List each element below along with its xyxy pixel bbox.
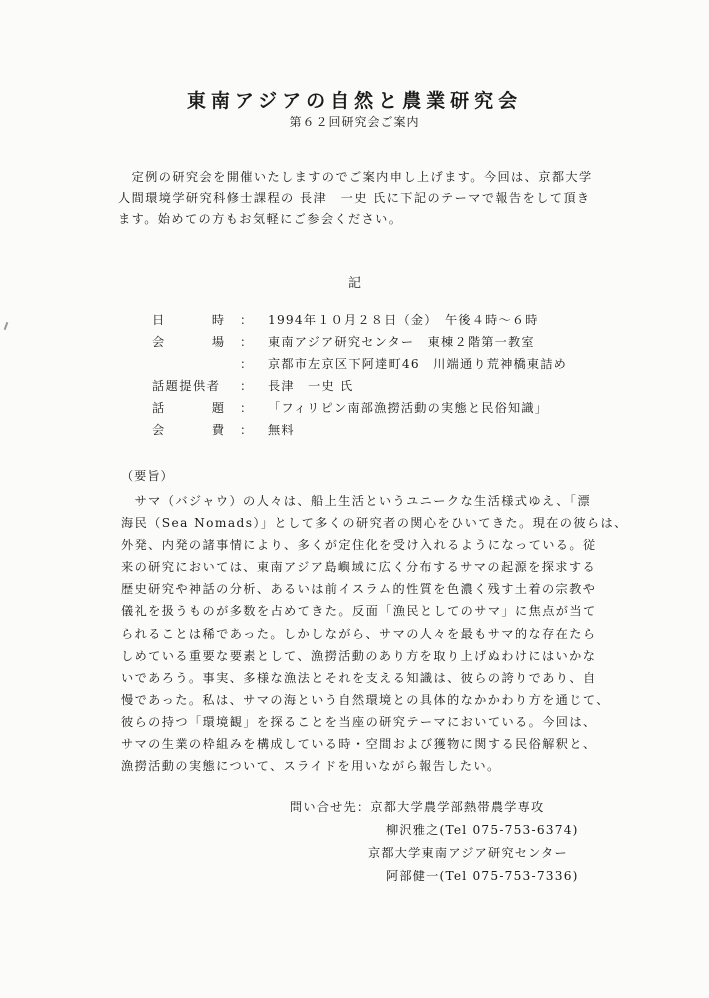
abstract-line: 慢であった。私は、サマの海という自然環境との具体的なかかわり方を通じて、 <box>121 692 610 707</box>
detail-label: 話 題 <box>152 401 224 415</box>
detail-value-speaker: 長津 一史 氏 <box>268 379 354 393</box>
abstract-line: 彼らの持つ「環境観」を探ることを当座の研究テーマにおいている。今回は、 <box>121 714 597 729</box>
abstract-line: しめている重要な要素として、漁撈活動のあり方を取り上げぬわけにはいかな <box>121 648 597 663</box>
intro-line: 人間環境学研究科修士課程の 長津 一史 氏に下記のテーマで報告をして頂き <box>118 191 591 205</box>
abstract-line: 外発、内発の諸事情により、多くが定住化を受け入れるようになっている。従 <box>121 538 597 553</box>
contact-person-2: 阿部健一(Tel 075-753-7336) <box>386 869 579 883</box>
abstract-line: 来の研究においては、東南アジア島嶼域に広く分布するサマの起源を探求する <box>121 560 597 575</box>
detail-colon: ： <box>240 313 253 327</box>
abstract-paragraph <box>121 490 628 777</box>
ki-heading: 記 <box>347 276 361 291</box>
document-subtitle: 第６２回研究会ご案内 <box>289 115 420 129</box>
abstract-line: 歴史研究や神話の分析、あるいは前イスラム的性質を色濃く残す土着の宗教や <box>121 582 597 597</box>
detail-value-topic: 「フィリピン南部漁撈活動の実態と民俗知識」 <box>268 401 549 415</box>
abstract-line: サマの生業の枠組みを構成している時・空間および獲物に関する民俗解釈と、 <box>121 737 597 752</box>
intro-line: ます。始めての方もお気軽にご参会ください。 <box>118 212 403 226</box>
detail-value-date: 1994年１０月２８日（金） 午後４時～６時 <box>268 313 539 327</box>
detail-colon: ： <box>240 379 253 393</box>
detail-colon: ： <box>240 357 253 371</box>
abstract-line: 漁撈活動の実態について、スライドを用いながら報告したい。 <box>121 759 501 774</box>
contact-person-1: 柳沢雅之(Tel 075-753-6374) <box>386 823 579 837</box>
detail-colon: ： <box>240 423 253 437</box>
detail-colon: ： <box>240 335 253 349</box>
abstract-heading: （要旨） <box>121 469 174 483</box>
intro-line: 定例の研究会を開催いたしますのでご案内申し上げます。今回は、京都大学 <box>118 170 593 184</box>
abstract-line: 儀礼を扱うものが多数を占めてきた。反面「漁民としてのサマ」に焦点が当て <box>121 604 597 619</box>
abstract-line: 海民（Sea Nomads）」として多くの研究者の関心をひいてきた。現在の彼らは、 <box>121 516 628 531</box>
contact-org-2: 京都大学東南アジア研究センター <box>368 846 568 860</box>
detail-label: 会 場 <box>152 335 224 349</box>
contact-row <box>290 796 579 819</box>
detail-value-venue: 東南アジア研究センター 東棟２階第一教室 <box>268 335 535 349</box>
abstract-line: サマ（バジャウ）の人々は、船上生活というユニークな生活様式ゆえ、「漂 <box>121 494 591 508</box>
abstract-line: られることは稀であった。しかしながら、サマの人々を最もサマ的な存在たら <box>121 626 597 641</box>
scan-mark <box>4 322 9 330</box>
intro-paragraph <box>118 167 618 230</box>
document-title: 東南アジアの自然と農業研究会 <box>186 90 523 112</box>
detail-label: 話題提供者 <box>152 379 221 393</box>
contact-row <box>290 842 579 865</box>
contact-block <box>290 796 579 888</box>
contact-row <box>290 865 579 888</box>
contact-label: 問い合せ先： <box>290 800 371 814</box>
contact-row <box>290 819 579 842</box>
detail-label: 日 時 <box>152 313 224 327</box>
detail-value-address: 京都市左京区下阿達町46 川端通り荒神橋東詰め <box>268 357 568 371</box>
abstract-line: いであろう。事実、多様な漁法とそれを支える知識は、彼らの誇りであり、自 <box>121 670 597 685</box>
contact-org-1: 京都大学農学部熱帯農学専攻 <box>370 800 545 814</box>
detail-colon: ： <box>240 401 253 415</box>
detail-label: 会 費 <box>152 423 224 437</box>
detail-value-fee: 無料 <box>268 423 295 437</box>
